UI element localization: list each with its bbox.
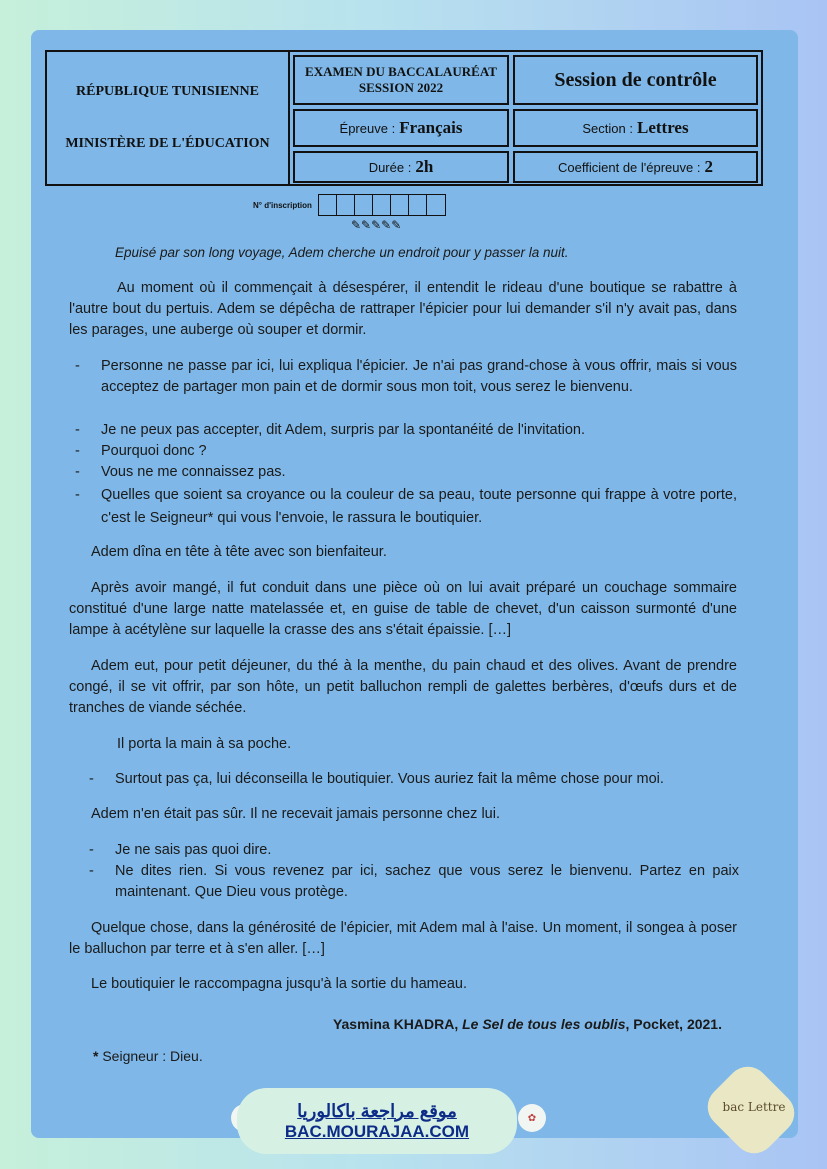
paragraph: Adem n'en était pas sûr. Il ne recevait jamais personne chez lui.: [91, 806, 500, 822]
dialogue-line: - Je ne peux pas accepter, dit Adem, surpris par la spontanéité de l'invitation.: [75, 422, 585, 438]
header-authority: [47, 52, 290, 184]
site-logo-icon: ✿: [518, 1104, 546, 1132]
ministry-name: MINISTÈRE DE L'ÉDUCATION: [65, 136, 270, 151]
section-label: Section :: [582, 120, 633, 136]
epreuve-cell: [293, 109, 509, 147]
section-cell: [513, 109, 758, 147]
inscription-label: N° d'inscription: [253, 200, 312, 210]
coef-value: 2: [704, 157, 713, 176]
footnote-text: Seigneur : Dieu.: [102, 1048, 203, 1064]
dialogue-line: - Quelles que soient sa croyance ou la couleur de sa peau, toute personne qui frappe à votre porte, c'est le Seigneur* qui vous l'envoie, le rassura le boutiquier.: [75, 487, 737, 526]
inscription-field: [253, 194, 446, 216]
exam-session-year: SESSION 2022: [358, 80, 444, 95]
session-cell: Session de contrôle: [513, 55, 758, 105]
footer-banner[interactable]: [237, 1088, 517, 1154]
dialogue-line: - Pourquoi donc ?: [75, 443, 207, 459]
duree-label: Durée :: [368, 159, 412, 175]
paragraph: Adem eut, pour petit déjeuner, du thé à la menthe, du pain chaud et des olives. Avant de prendre congé, il se vit offrir, par son hôte, un petit balluchon rempli de galettes berbères, d'œufs durs et de tranches de viande séchée.: [69, 658, 737, 716]
section-value: Lettres: [636, 118, 689, 137]
citation-title: Le Sel de tous les oublis: [462, 1016, 626, 1032]
dialogue-line: - Ne dites rien. Si vous revenez par ici, sachez que vous serez le bienvenu. Partez en paix maintenant. Que Dieu vous protège.: [89, 863, 739, 900]
citation-publisher: , Pocket, 2021.: [625, 1016, 722, 1032]
footer-site-name[interactable]: موقع مراجعة باكالوريا: [297, 1100, 457, 1121]
epreuve-label: Épreuve :: [339, 120, 396, 136]
exam-header: [45, 50, 763, 186]
footer-url[interactable]: BAC.MOURAJAA.COM: [284, 1121, 470, 1141]
dialogue-line: - Je ne sais pas quoi dire.: [89, 842, 272, 858]
duree-cell: [293, 151, 509, 183]
intro-line: Epuisé par son long voyage, Adem cherche un endroit pour y passer la nuit.: [115, 245, 569, 260]
exam-title-cell: [293, 55, 509, 105]
exam-sheet: [31, 30, 798, 1138]
paragraph: Il porta la main à sa poche.: [117, 736, 292, 752]
coef-cell: [513, 151, 758, 183]
dialogue-line: - Surtout pas ça, lui déconseilla le boutiquier. Vous auriez fait la même chose pour moi.: [89, 771, 664, 787]
bac-lettre-label: bac Lettre: [722, 1100, 786, 1114]
dialogue-line: - Personne ne passe par ici, lui expliqua l'épicier. Je n'ai pas grand-chose à vous offrir, mais si vous acceptez de partager mon pain et de dormir sous mon toit, vous serez le bienvenu.: [75, 358, 737, 395]
paragraph: Quelque chose, dans la générosité de l'épicier, mit Adem mal à l'aise. Un moment, il songea à poser le balluchon par terre et à s'en aller. […]: [69, 920, 737, 957]
paragraph: Adem dîna en tête à tête avec son bienfaiteur.: [91, 544, 387, 560]
coef-label: Coefficient de l'épreuve :: [558, 159, 701, 175]
country-name: RÉPUBLIQUE TUNISIENNE: [76, 84, 259, 99]
citation-author: Yasmina KHADRA,: [332, 1016, 459, 1032]
paragraph: Le boutiquier le raccompagna jusqu'à la sortie du hameau.: [91, 976, 467, 992]
paragraph: Après avoir mangé, il fut conduit dans une pièce où on lui avait préparé un couchage sommaire constitué d'une large natte matelassée et, en guise de table de chevet, d'un caisson surmonté d'une lampe à acétylène sur laquelle la crasse des ans s'était épaissie. […]: [69, 580, 737, 638]
inscription-boxes[interactable]: [318, 194, 446, 216]
duree-value: 2h: [415, 157, 434, 176]
footnote-marker: *: [93, 1048, 99, 1064]
dialogue-line: - Vous ne me connaissez pas.: [75, 464, 286, 480]
pencil-icon: ✎✎✎✎✎: [351, 218, 402, 232]
citation: [333, 1014, 722, 1035]
epreuve-value: Français: [399, 118, 463, 137]
paragraph: Au moment où il commençait à désespérer, il entendit le rideau d'une boutique se rabattre à l'autre bout du pertuis. Adem se dépêcha de rattraper l'épicier pour lui demander s'il n'y avait pas, dans les parages, une auberge où souper et dormir.: [69, 280, 737, 338]
exam-title: EXAMEN DU BACCALAURÉAT: [305, 64, 497, 79]
footnote: [93, 1046, 203, 1067]
